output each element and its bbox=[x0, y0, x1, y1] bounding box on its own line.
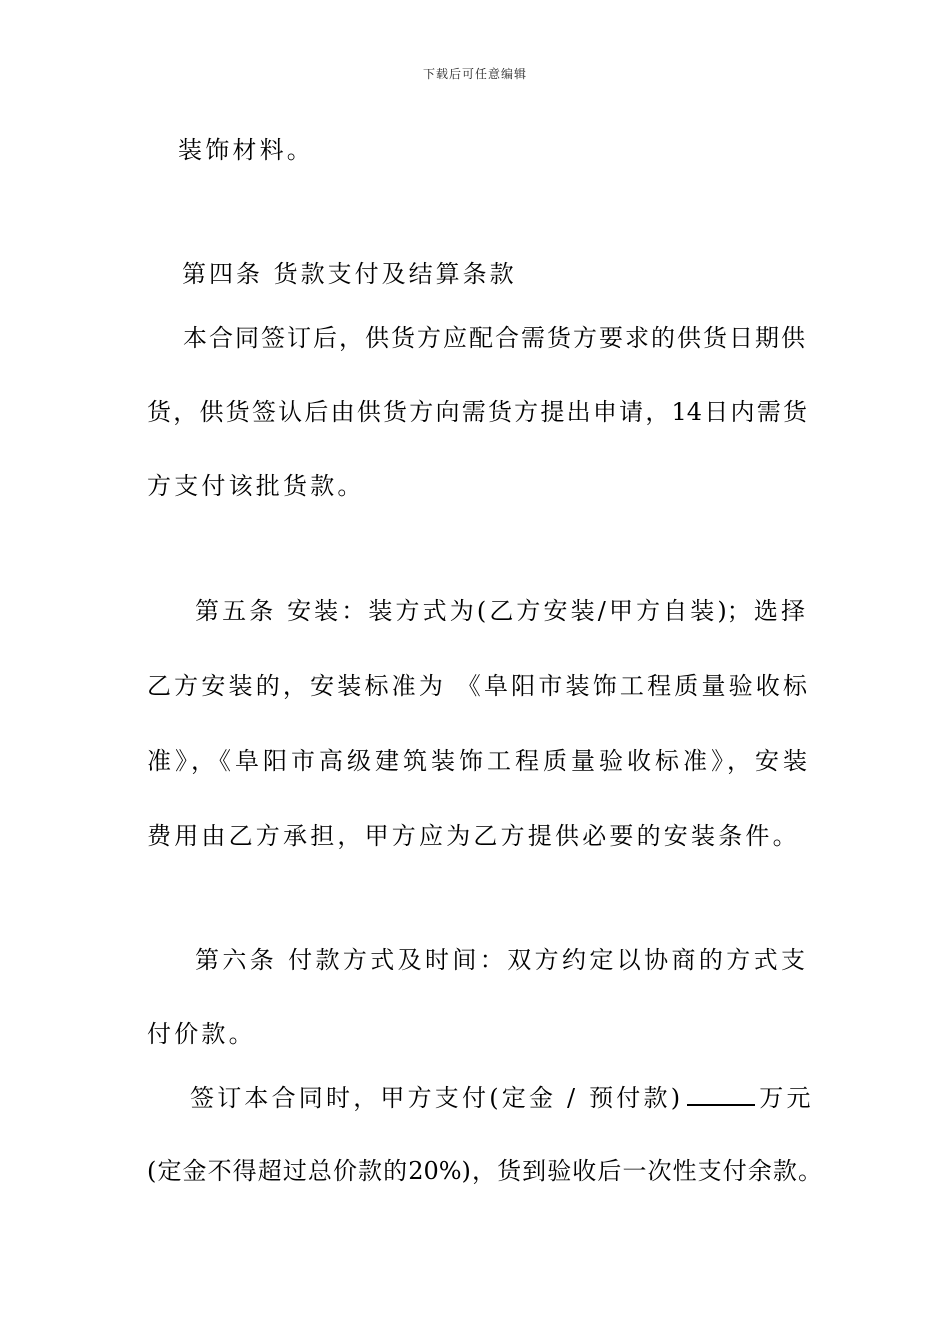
paragraph-line: 乙方安装的，安装标准为 《阜阳市装饰工程质量验收标 bbox=[147, 672, 807, 700]
paragraph-line: 方支付该批货款。 bbox=[147, 472, 365, 500]
amount-blank-field bbox=[687, 1084, 755, 1106]
paragraph-line: 本合同签订后，供货方应配合需货方要求的供货日期供 bbox=[183, 324, 805, 352]
article-5-line: 第五条 安装：装方式为(乙方安装/甲方自装)；选择 bbox=[195, 597, 805, 625]
article-6-line: 第六条 付款方式及时间：双方约定以协商的方式支 bbox=[195, 946, 805, 974]
page-header: 下载后可任意编辑 bbox=[422, 67, 527, 81]
paragraph-line: (定金不得超过总价款的20%)，货到验收后一次性支付余款。 bbox=[147, 1157, 822, 1185]
payment-text-before: 签订本合同时，甲方支付(定金 / 预付款) bbox=[190, 1084, 684, 1112]
paragraph-line: 准》，《阜阳市高级建筑装饰工程质量验收标准》，安装 bbox=[147, 747, 807, 775]
paragraph-line: 货，供货签认后由供货方向需货方提出申请，14日内需货 bbox=[147, 398, 807, 426]
paragraph-line: 付价款。 bbox=[147, 1020, 256, 1048]
paragraph-line: 费用由乙方承担，甲方应为乙方提供必要的安装条件。 bbox=[147, 822, 800, 850]
paragraph-line: 装饰材料。 bbox=[178, 136, 314, 164]
payment-line bbox=[190, 1082, 814, 1114]
payment-unit: 万元 bbox=[759, 1084, 814, 1112]
article-4-heading: 第四条 货款支付及结算条款 bbox=[182, 260, 517, 288]
